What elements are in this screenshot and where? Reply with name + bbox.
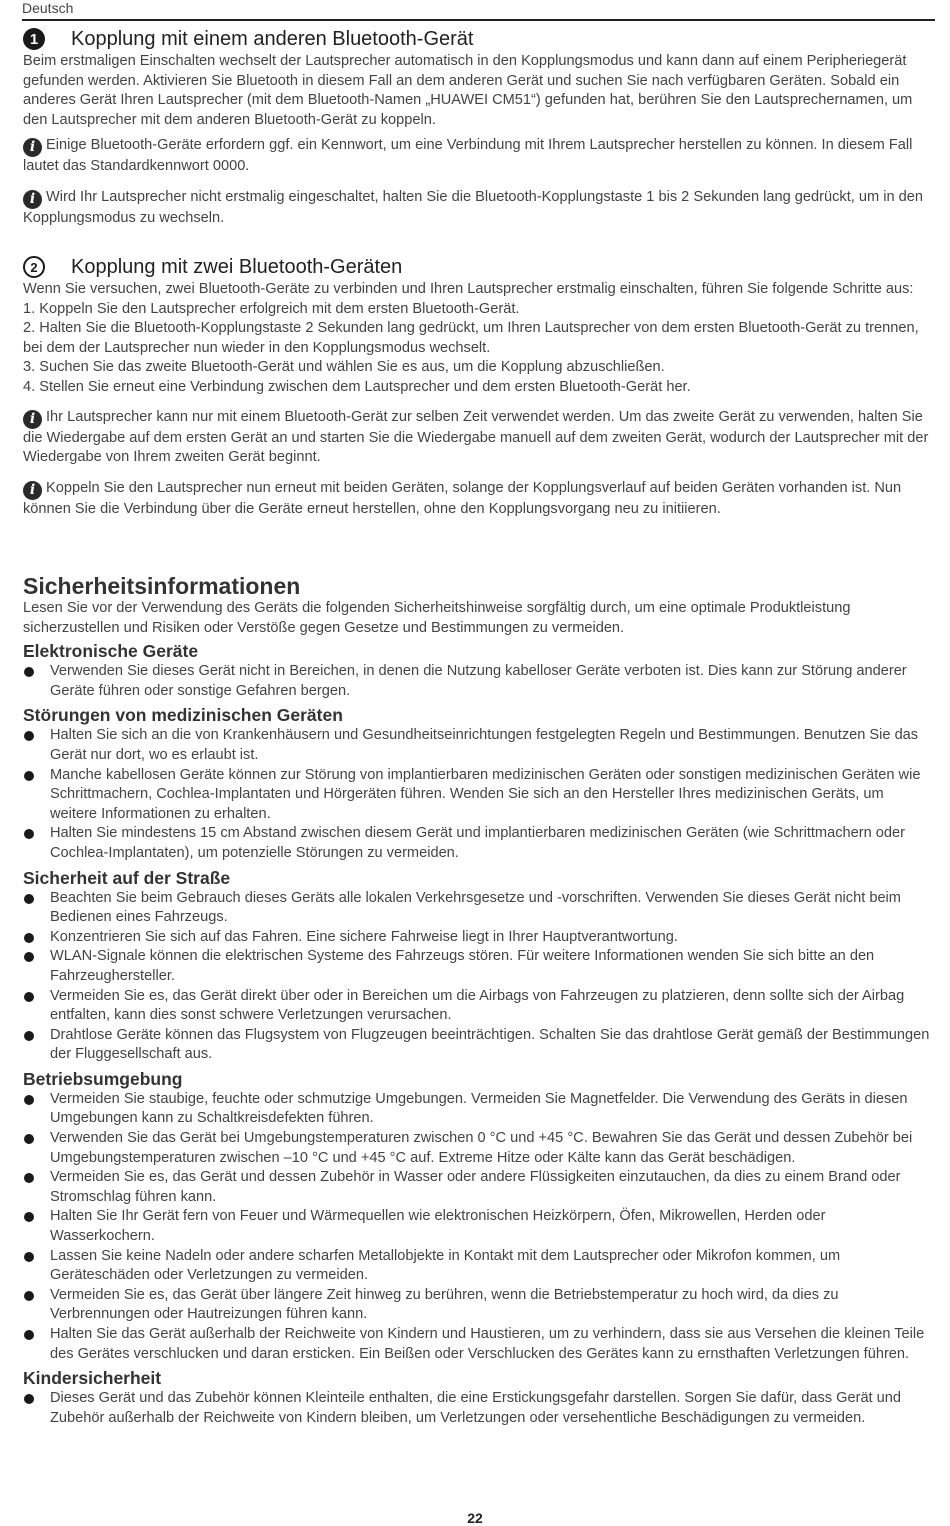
bullet-dot-icon [24,1252,34,1262]
step-2-item-3: 3. Suchen Sie das zweite Bluetooth-Gerät und wählen Sie es aus, um die Kopplung abzuschließen. [23,359,665,376]
step-2-item-2: 2. Halten Sie die Bluetooth-Kopplungstaste 2 Sekunden lang gedrückt, um Ihren Lautsprecher von dem ersten Bluetooth-Gerät zu trennen, bei dem der Lautsprecher nun wieder in den Kopplungsmodus wechselt. [23,320,919,356]
step-2-title: Kopplung mit zwei Bluetooth-Geräten [71,256,403,278]
bullet-list [23,1389,933,1428]
language-label: Deutsch [22,0,74,16]
page-number: 22 [467,1510,483,1526]
bullet-item: Halten Sie Ihr Gerät fern von Feuer und Wärmequellen wie elektronischen Heizkörpern, Öfen, Mikrowellen, Herden oder Wasserkochern. [23,1207,933,1246]
step-2-heading [23,254,933,280]
info-icon: i [23,138,42,157]
step-1-title: Kopplung mit einem anderen Bluetooth-Gerät [71,28,474,50]
step-1-number-icon: 1 [23,28,45,50]
bullet-dot-icon [24,1031,34,1041]
bullet-dot-icon [24,731,34,741]
bullet-dot-icon [24,1134,34,1144]
bullet-item: Verwenden Sie dieses Gerät nicht in Bereichen, in denen die Nutzung kabelloser Geräte verboten ist. Dies kann zur Störung anderer Geräte führen oder sonstige Gefahren bergen. [23,662,933,701]
bullet-dot-icon [24,894,34,904]
bullet-dot-icon [24,952,34,962]
bullet-dot-icon [24,1330,34,1340]
bullet-item: Vermeiden Sie es, das Gerät und dessen Zubehör in Wasser oder andere Flüssigkeiten einzutauchen, da dies zu einem Brand oder Stromschlag führen kann. [23,1168,933,1207]
header-rule [22,19,935,21]
step-1-body: Beim erstmaligen Einschalten wechselt der Lautsprecher automatisch in den Kopplungsmodus und kann dann auf einem Peripheriegerät gefunden werden. Aktivieren Sie Bluetooth in diesem Fall an dem anderen Gerät und suchen Sie nach verfügbaren Geräten. Sobald ein anderes Gerät Ihren Lautsprecher (mit dem Bluetooth-Namen „HUAWEI CM51“) gefunden hat, berühren Sie den Lautsprechernamen, um den Lautsprecher mit dem anderen Bluetooth-Gerät zu koppeln. [23,53,913,128]
subheading-operating-environment: Betriebsumgebung [23,1068,183,1089]
step-2-intro: Wenn Sie versuchen, zwei Bluetooth-Geräte zu verbinden und Ihren Lautsprecher erstmalig einschalten, führen Sie folgende Schritte aus: [23,281,914,297]
bullet-dot-icon [24,667,34,677]
note-text: Ihr Lautsprecher kann nur mit einem Bluetooth-Gerät zur selben Zeit verwendet werden. Um das zweite Gerät zu verwenden, halten Sie die Wiedergabe auf dem ersten Gerät an und starten Sie die Wiedergabe manuell auf dem zweiten Gerät, wodurch der Lautsprecher mit der Wiedergabe von Ihrem zweiten Gerät beginnt. [23,408,929,466]
bullet-dot-icon [24,1212,34,1222]
step-2-note-1 [23,408,933,468]
subheading-electronic-devices: Elektronische Geräte [23,641,199,662]
bullet-dot-icon [24,933,34,943]
bullet-dot-icon [24,1173,34,1183]
info-icon: i [23,190,42,209]
bullet-list [23,726,933,863]
bullet-item: Vermeiden Sie staubige, feuchte oder schmutzige Umgebungen. Vermeiden Sie Magnetfelder. Die Verwendung des Geräts in diesen Umgebungen kann zu Schaltkreisdefekten führen. [23,1090,933,1129]
bullet-dot-icon [24,829,34,839]
bullet-item: Lassen Sie keine Nadeln oder andere scharfen Metallobjekte in Kontakt mit dem Lautsprecher oder Mikrofon kommen, um Geräteschäden oder Verletzungen zu vermeiden. [23,1247,933,1286]
bullet-dot-icon [24,1394,34,1404]
bullet-item: WLAN-Signale können die elektrischen Systeme des Fahrzeugs stören. Für weitere Informationen wenden Sie sich bitte an den Fahrzeughersteller. [23,947,933,986]
bullet-dot-icon [24,992,34,1002]
safety-intro: Lesen Sie vor der Verwendung des Geräts die folgenden Sicherheitshinweise sorgfältig durch, um eine optimale Produktleistung sicherzustellen und Risiken oder Verstöße gegen Gesetze und Bestimmungen zu vermeiden. [23,600,851,636]
bullet-item: Beachten Sie beim Gebrauch dieses Geräts alle lokalen Verkehrsgesetze und -vorschriften. Verwenden Sie dieses Gerät nicht beim Bedienen eines Fahrzeugs. [23,889,933,928]
bullet-item: Vermeiden Sie es, das Gerät direkt über oder in Bereichen um die Airbags von Fahrzeugen zu platzieren, denn sollte sich der Airbag entfalten, kann dies sonst schwere Verletzungen verursachen. [23,987,933,1026]
step-1-note-1 [23,136,933,177]
bullet-item: Verwenden Sie das Gerät bei Umgebungstemperaturen zwischen 0 °C und +45 °C. Bewahren Sie das Gerät und dessen Zubehör bei Umgebungstemperaturen zwischen –10 °C und +45 °C auf. Extreme Hitze oder Kälte kann das Gerät beschädigen. [23,1129,933,1168]
bullet-list [23,1090,933,1364]
bullet-item: Drahtlose Geräte können das Flugsystem von Flugzeugen beeinträchtigen. Schalten Sie das drahtlose Gerät gemäß der Bestimmungen der Fluggesellschaft aus. [23,1026,933,1065]
step-1-section [23,26,933,229]
step-2-number-icon: 2 [23,256,45,278]
info-icon: i [23,481,42,500]
bullet-item: Vermeiden Sie es, das Gerät über längere Zeit hinweg zu berühren, wenn die Betriebstemperatur zu hoch wird, da dies zu Verbrennungen oder Hautreizungen führen kann. [23,1286,933,1325]
bullet-list [23,889,933,1065]
bullet-dot-icon [24,1291,34,1301]
bullet-dot-icon [24,1095,34,1105]
step-2-section [23,254,933,519]
bullet-item: Halten Sie das Gerät außerhalb der Reichweite von Kindern und Haustieren, um zu verhindern, dass sie aus Versehen die kleinen Teile des Gerätes verschlucken und daran ersticken. Ein Beißen oder Verschlucken des Gerätes kann zu ernsthaften Verletzungen führen. [23,1325,933,1364]
bullet-item: Halten Sie sich an die von Krankenhäusern und Gesundheitseinrichtungen festgelegten Regeln und Bestimmungen. Benutzen Sie das Gerät nur dort, wo es erlaubt ist. [23,726,933,765]
subheading-medical-devices: Störungen von medizinischen Geräten [23,705,343,726]
note-text: Koppeln Sie den Lautsprecher nun erneut mit beiden Geräten, solange der Kopplungsverlauf auf beiden Geräten vorhanden ist. Nun können Sie die Verbindung über die Geräte erneut herstellen, ohne den Kopplungsvorgang neu zu initiieren. [23,479,902,517]
bullet-dot-icon [24,771,34,781]
safety-title: Sicherheitsinformationen [23,573,301,599]
bullet-list [23,662,933,701]
safety-section [23,573,933,1428]
step-1-heading [23,26,933,52]
step-2-item-1: 1. Koppeln Sie den Lautsprecher erfolgreich mit dem ersten Bluetooth-Gerät. [23,300,520,317]
step-2-item-4: 4. Stellen Sie erneut eine Verbindung zwischen dem Lautsprecher und dem ersten Bluetooth-Gerät her. [23,378,691,395]
bullet-item: Konzentrieren Sie sich auf das Fahren. Eine sichere Fahrweise liegt in Ihrer Hauptverantwortung. [23,928,933,948]
bullet-item: Dieses Gerät und das Zubehör können Kleinteile enthalten, die eine Erstickungsgefahr darstellen. Sorgen Sie dafür, dass Gerät und Zubehör außerhalb der Reichweite von Kindern bleiben, um Verletzungen oder versehentliche Beschädigungen zu vermeiden. [23,1389,933,1428]
step-1-note-2 [23,188,933,229]
step-2-note-2 [23,479,933,520]
subheading-child-safety: Kindersicherheit [23,1368,162,1389]
bullet-item: Manche kabellosen Geräte können zur Störung von implantierbaren medizinischen Geräten oder sonstigen medizinischen Geräten wie Schrittmachern, Cochlea-Implantaten und Hörgeräten führen. Wenden Sie sich an den Hersteller Ihres medizinischen Geräts, um weitere Informationen zu erhalten. [23,766,933,825]
subheading-road-safety: Sicherheit auf der Straße [23,867,231,888]
bullet-item: Halten Sie mindestens 15 cm Abstand zwischen diesem Gerät und implantierbaren medizinischen Geräten (wie Schrittmachern oder Cochlea-Implantaten), um potenzielle Störungen zu vermeiden. [23,824,933,863]
info-icon: i [23,410,42,429]
note-text: Wird Ihr Lautsprecher nicht erstmalig eingeschaltet, halten Sie die Bluetooth-Kopplungstaste 1 bis 2 Sekunden lang gedrückt, um in den Kopplungsmodus zu wechseln. [23,188,923,226]
note-text: Einige Bluetooth-Geräte erfordern ggf. ein Kennwort, um eine Verbindung mit Ihrem Lautsprecher herstellen zu können. In diesem Fall lautet das Standardkennwort 0000. [23,137,913,175]
